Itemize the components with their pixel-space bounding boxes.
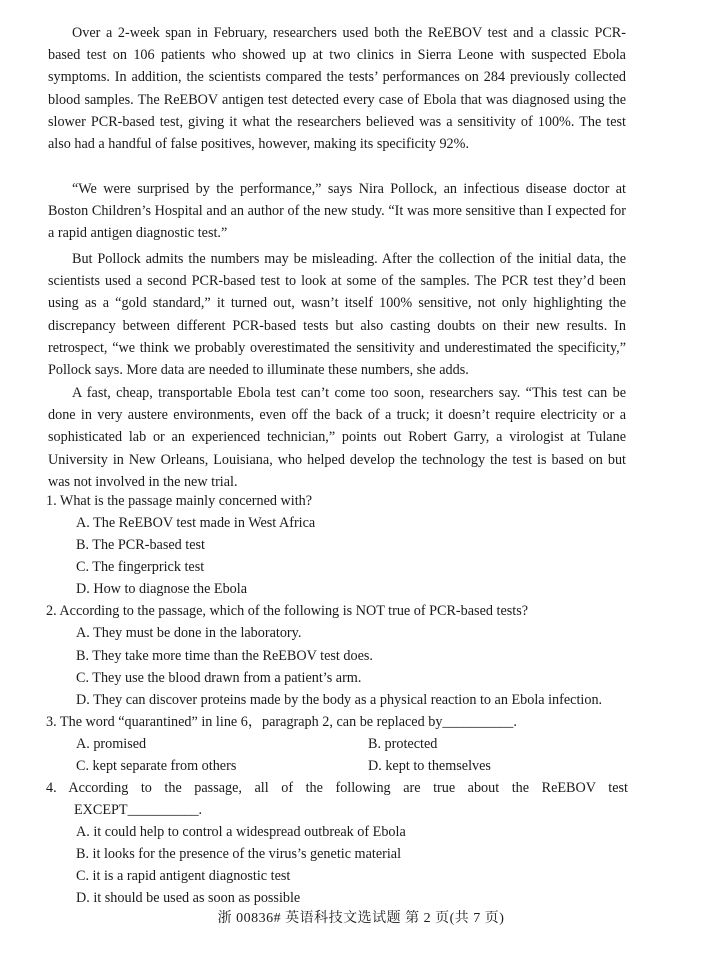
question-2-option-d: D. They can discover proteins made by the body as a physical reaction to an Ebola infection.: [76, 692, 603, 708]
question-4-option-a: A. it could help to control a widespread outbreak of Ebola: [76, 824, 406, 840]
question-3-option-c: C. kept separate from others: [76, 758, 237, 774]
question-3-stem: 3. The word “quarantined” in line 6，paragraph 2, can be replaced by__________.: [46, 714, 517, 730]
question-1-option-a: A. The ReEBOV test made in West Africa: [76, 515, 316, 531]
passage-paragraph-4: A fast, cheap, transportable Ebola test can’t come too soon, researchers say. “This test can be done in very austere environments, even off the back of a truck; it doesn’t require electricity or a sophisticated lab or an experienced technician,” points out Robert Garry, a virologist at Tulane University in New Orleans, Louisiana, who helped develop the technology the test is based on but was not involved in the new trial.: [48, 385, 626, 490]
question-3-option-a: A. promised: [76, 736, 147, 752]
question-1-option-d: D. How to diagnose the Ebola: [76, 581, 248, 597]
passage-paragraph-3: But Pollock admits the numbers may be misleading. After the collection of the initial data, the scientists used a second PCR-based test to look at some of the samples. The PCR test they’d been using as a “gold standard,” it turned out, wasn’t itself 100% sensitive, not only highlighting the discrepancy between different PCR-based tests but also casting doubts on their new results. In retrospect, “we think we probably overestimated the sensitivity and underestimated the specificity,” Pollock says. More data are needed to illuminate these numbers, she adds.: [48, 251, 626, 379]
question-4-option-c: C. it is a rapid antigent diagnostic test: [76, 868, 291, 884]
passage-paragraph-1: Over a 2-week span in February, researchers used both the ReEBOV test and a classic PCR-based test on 106 patients who showed up at two clinics in Sierra Leone with suspected Ebola symptoms. In addition, the scientists compared the tests’ performances on 284 previously collected blood samples. The ReEBOV antigen test detected every case of Ebola that was diagnosed using the slower PCR-based test, giving it what the researchers believed was a sensitivity of 100%. The test also had a handful of false positives, however, making its specificity 92%.: [48, 25, 626, 153]
question-3-option-b: B. protected: [368, 736, 438, 752]
question-4-stem-line-1: 4. According to the passage, all of the following are true about the ReEBOV test: [46, 780, 628, 796]
question-1-option-b: B. The PCR-based test: [76, 537, 205, 553]
question-1-option-c: C. The fingerprick test: [76, 559, 205, 575]
question-2-option-c: C. They use the blood drawn from a patient’s arm.: [76, 670, 362, 686]
page-footer: 浙 00836# 英语科技文选试题 第 2 页(共 7 页): [217, 911, 505, 926]
question-1-stem: 1. What is the passage mainly concerned with?: [46, 493, 313, 509]
question-3-option-d: D. kept to themselves: [368, 758, 491, 774]
question-2-option-b: B. They take more time than the ReEBOV test does.: [76, 648, 373, 664]
question-2-option-a: A. They must be done in the laboratory.: [76, 625, 302, 641]
question-4-option-b: B. it looks for the presence of the virus’s genetic material: [76, 846, 402, 862]
question-4-option-d: D. it should be used as soon as possible: [76, 890, 301, 906]
question-4-stem-line-2: EXCEPT__________.: [74, 802, 203, 818]
passage-paragraph-2: “We were surprised by the performance,” says Nira Pollock, an infectious disease doctor at Boston Children’s Hospital and an author of the new study. “It was more sensitive than I expected for a rapid antigen diagnostic test.”: [48, 181, 626, 242]
question-2-stem: 2. According to the passage, which of the following is NOT true of PCR-based tests?: [46, 603, 529, 619]
